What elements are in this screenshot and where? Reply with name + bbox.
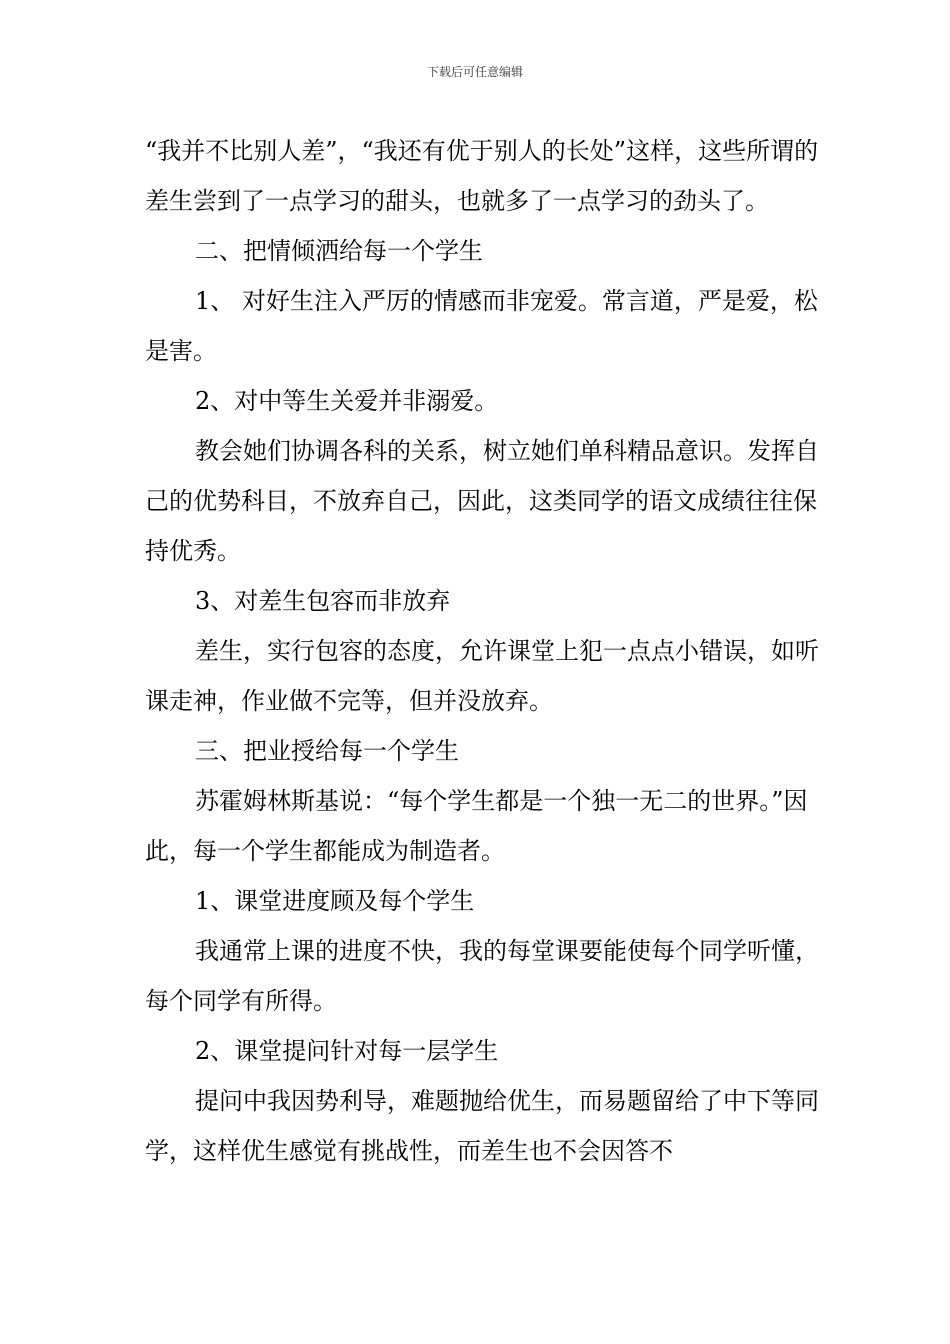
header-note: 下载后可任意编辑 <box>426 65 523 79</box>
paragraph-middle-students: 2、对中等生关爱并非溺爱。 <box>195 387 499 415</box>
paragraph-questioning-detail: 提问中我因势利导，难题抛给优生，而易题留给了中下等同学，这样优生感觉有挑战性，而差生也不会因答不 <box>145 1087 819 1165</box>
paragraph-weak-students: 3、对差生包容而非放弃 <box>195 587 451 615</box>
paragraph-coordinate-subjects: 教会她们协调各科的关系，树立她们单科精品意识。发挥自己的优势科目，不放弃自己，因此，这类同学的语文成绩往往保持优秀。 <box>145 437 819 565</box>
heading-section-3: 三、把业授给每一个学生 <box>195 737 459 765</box>
paragraph-quote: 苏霍姆林斯基说：“每个学生都是一个独一无二的世界。”因此，每一个学生都能成为制造者。 <box>145 787 808 865</box>
paragraph-questioning: 2、课堂提问针对每一层学生 <box>195 1037 499 1065</box>
document-body <box>145 126 835 1176</box>
heading-section-2: 二、把情倾洒给每一个学生 <box>195 237 483 265</box>
paragraph-good-students: 1、 对好生注入严厉的情感而非宠爱。常言道，严是爱，松是害。 <box>145 287 818 365</box>
paragraph-1: “我并不比别人差”，“我还有优于别人的长处”这样，这些所谓的差生尝到了一点学习的甜头，也就多了一点学习的劲头了。 <box>145 137 819 215</box>
paragraph-class-pace: 1、课堂进度顾及每个学生 <box>195 887 475 915</box>
paragraph-pace-detail: 我通常上课的进度不快，我的每堂课要能使每个同学听懂，每个同学有所得。 <box>145 937 819 1015</box>
paragraph-tolerance: 差生，实行包容的态度，允许课堂上犯一点点小错误，如听课走神，作业做不完等，但并没放弃。 <box>145 637 819 715</box>
